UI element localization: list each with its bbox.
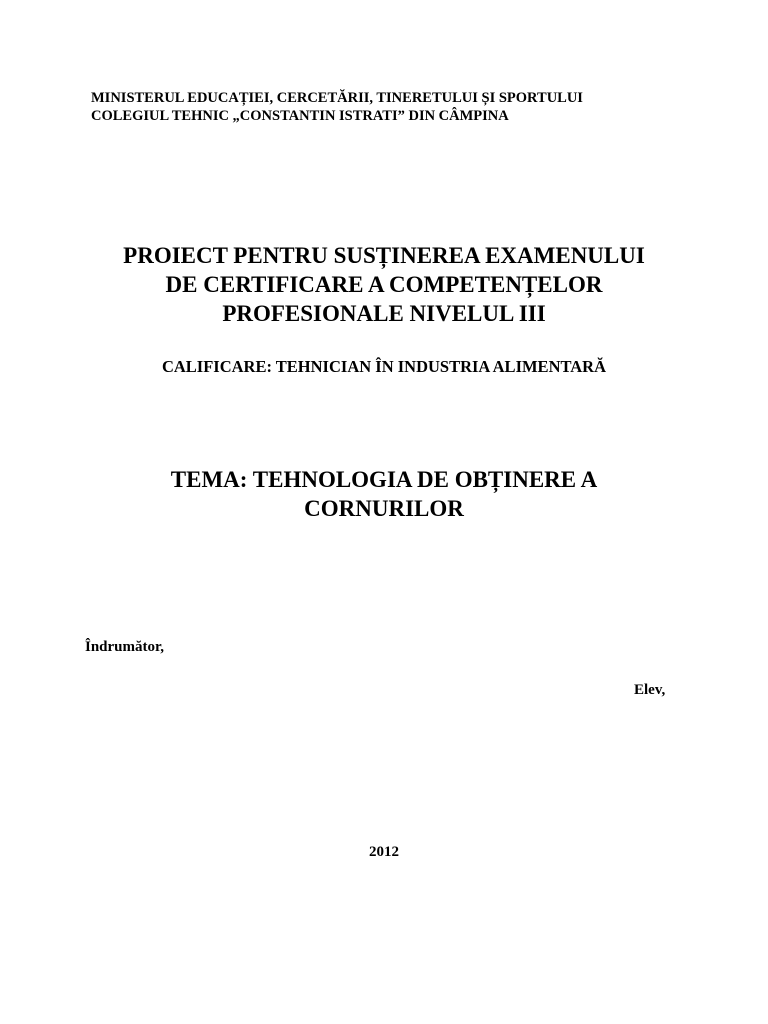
- project-title-line-2: DE CERTIFICARE A COMPETENȚELOR: [165, 272, 603, 297]
- qualification-text: CALIFICARE: TEHNICIAN ÎN INDUSTRIA ALIMENTARĂ: [161, 357, 607, 376]
- student-label: Elev,: [634, 682, 666, 698]
- project-topic-line-1: TEMA: TEHNOLOGIA DE OBȚINERE A: [170, 467, 598, 492]
- project-topic-line-2: CORNURILOR: [304, 496, 464, 521]
- project-title: [0, 241, 768, 328]
- project-title-line-3: PROFESIONALE NIVELUL III: [222, 301, 546, 326]
- project-topic: [0, 465, 768, 523]
- ministry-name: MINISTERUL EDUCAȚIEI, CERCETĂRII, TINERETULUI ȘI SPORTULUI: [91, 90, 583, 106]
- supervisor-label: Îndrumător,: [85, 639, 165, 655]
- institution-header: [91, 89, 583, 125]
- project-title-line-1: PROIECT PENTRU SUSȚINEREA EXAMENULUI: [123, 243, 645, 268]
- document-year: 2012: [369, 844, 399, 860]
- college-name: COLEGIUL TEHNIC „CONSTANTIN ISTRATI” DIN CÂMPINA: [91, 108, 509, 124]
